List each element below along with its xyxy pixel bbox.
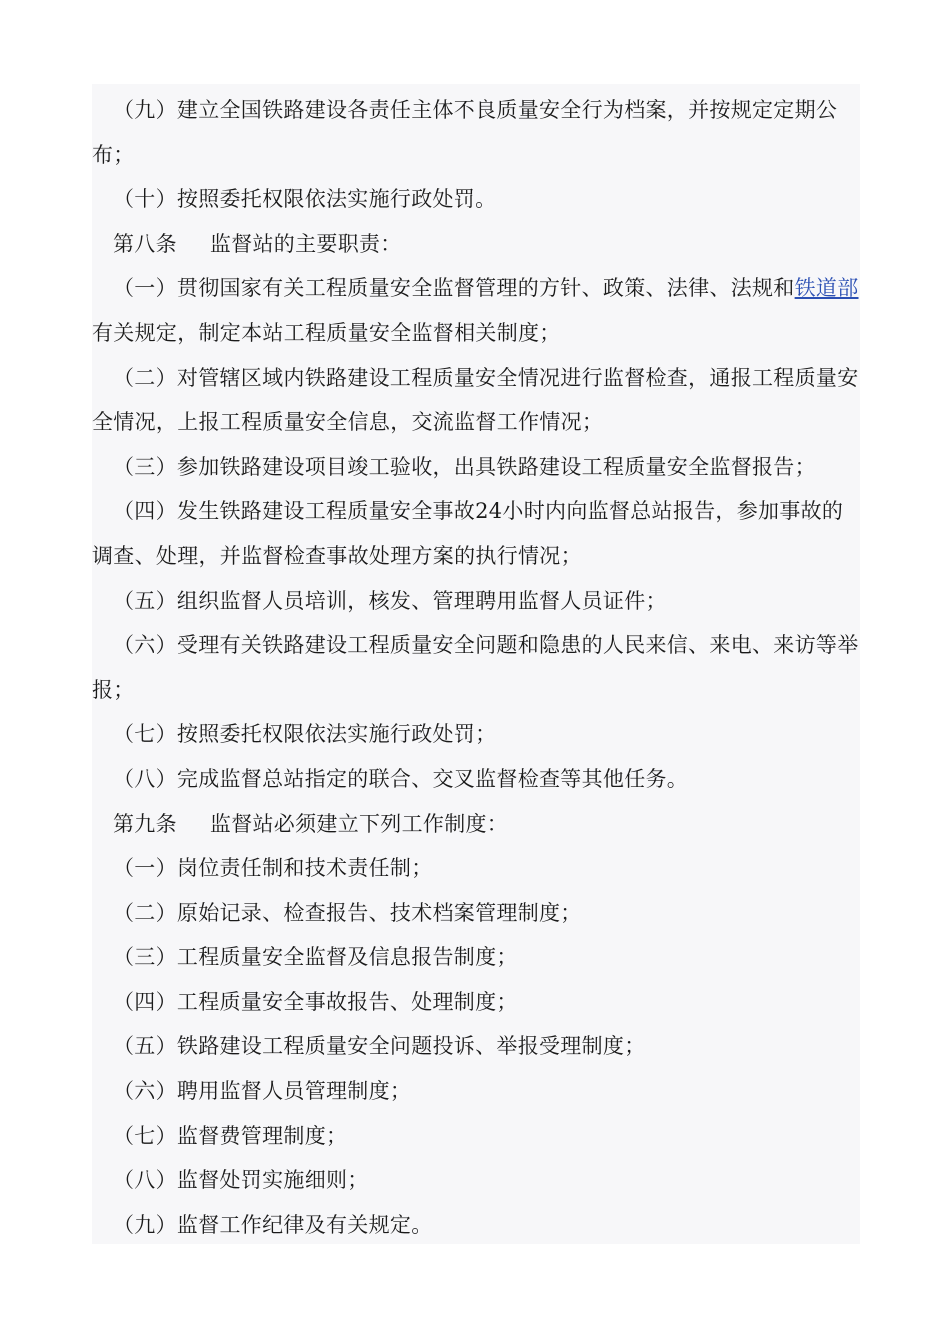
article-9-title: 监督站必须建立下列工作制度： xyxy=(209,811,509,836)
paragraph-duty-3: （三）参加铁路建设项目竣工验收，出具铁路建设工程质量安全监督报告； xyxy=(113,454,816,479)
paragraph-system-9: （九）监督工作纪律及有关规定。 xyxy=(113,1212,433,1237)
paragraph-duty-1 xyxy=(92,266,860,355)
document-page xyxy=(92,84,860,1244)
paragraph-system-5: （五）铁路建设工程质量安全问题投诉、举报受理制度； xyxy=(113,1034,646,1059)
paragraph-system-1: （一）岗位责任制和技术责任制； xyxy=(113,856,433,881)
paragraph-duty-1-after: 有关规定，制定本站工程质量安全监督相关制度； xyxy=(92,320,561,345)
paragraph-system-4: （四）工程质量安全事故报告、处理制度； xyxy=(113,989,518,1014)
paragraph-item-9-archive: （九）建立全国铁路建设各责任主体不良质量安全行为档案，并按规定定期公布； xyxy=(92,98,838,167)
article-8-label: 第八条 xyxy=(113,231,177,256)
paragraph-duty-2: （二）对管辖区域内铁路建设工程质量安全情况进行监督检查，通报工程质量安全情况，上报工程质量安全信息，交流监督工作情况； xyxy=(92,365,859,435)
paragraph-system-7: （七）监督费管理制度； xyxy=(113,1123,348,1148)
railway-ministry-link[interactable]: 铁道部 xyxy=(794,276,859,301)
paragraph-duty-1-before: （一）贯彻国家有关工程质量安全监督管理的方针、政策、法律、法规和 xyxy=(113,276,795,301)
article-9-label: 第九条 xyxy=(113,811,177,836)
paragraph-duty-8: （八）完成监督总站指定的联合、交叉监督检查等其他任务。 xyxy=(113,766,689,791)
paragraph-system-6: （六）聘用监督人员管理制度； xyxy=(113,1079,412,1104)
article-9-heading xyxy=(92,802,860,847)
paragraph-item-10-penalty: （十）按照委托权限依法实施行政处罚。 xyxy=(113,187,497,212)
paragraph-duty-5: （五）组织监督人员培训，核发、管理聘用监督人员证件； xyxy=(113,588,667,613)
paragraph-system-8: （八）监督处罚实施细则； xyxy=(113,1168,369,1193)
paragraph-duty-4: （四）发生铁路建设工程质量安全事故24小时内向监督总站报告，参加事故的调查、处理，并监督检查事故处理方案的执行情况； xyxy=(92,499,844,568)
paragraph-duty-7: （七）按照委托权限依法实施行政处罚； xyxy=(113,722,497,747)
paragraph-duty-6: （六）受理有关铁路建设工程质量安全问题和隐患的人民来信、来电、来访等举报； xyxy=(92,633,859,702)
paragraph-system-3: （三）工程质量安全监督及信息报告制度； xyxy=(113,945,518,970)
document-body xyxy=(92,84,860,1247)
article-8-heading xyxy=(92,222,860,267)
paragraph-system-2: （二）原始记录、检查报告、技术档案管理制度； xyxy=(113,900,582,925)
article-8-title: 监督站的主要职责： xyxy=(209,231,402,256)
